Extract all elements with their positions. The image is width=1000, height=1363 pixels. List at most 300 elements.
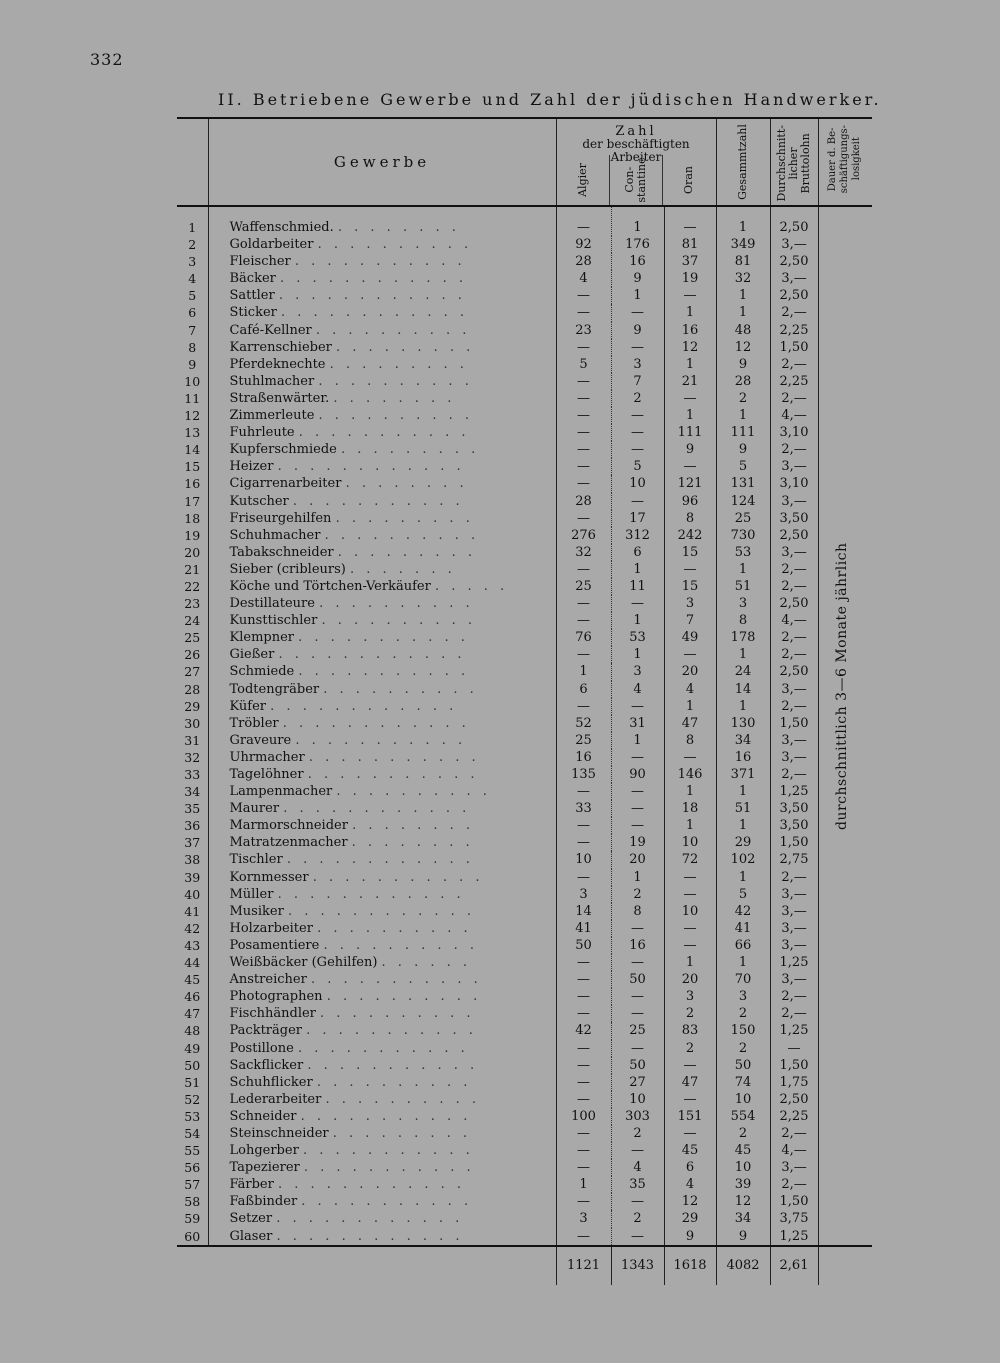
leader-dots: . . . . . . . . . . . <box>310 972 482 988</box>
count-total: 3 <box>716 595 770 612</box>
unemployment-duration <box>818 886 872 903</box>
row-number: 4 <box>177 270 208 287</box>
count-oran: 18 <box>664 800 716 817</box>
leader-dots: . . . . . . . . <box>345 476 468 492</box>
count-constantine: 5 <box>611 458 664 475</box>
trade-label: Tabakschneider <box>229 544 334 560</box>
count-algier: — <box>556 817 611 834</box>
row-number: 8 <box>177 339 208 356</box>
count-algier: 100 <box>556 1108 611 1125</box>
count-total: 24 <box>716 663 770 680</box>
leader-dots: . . . . . . . . . . . <box>307 1057 479 1073</box>
count-constantine: 1 <box>611 869 664 886</box>
leader-dots: . . . . . . . . . . . <box>297 1040 469 1056</box>
row-number: 2 <box>177 236 208 253</box>
gross-wage: 4,— <box>770 1142 818 1159</box>
leader-dots: . . . . . . . . . . . <box>307 767 479 782</box>
count-constantine: 90 <box>611 766 664 783</box>
leader-dots: . . . . . . . . . . . <box>298 425 470 441</box>
count-constantine: 312 <box>611 527 664 544</box>
leader-dots: . . . . . . . . . <box>337 544 477 560</box>
gross-wage: 2,75 <box>770 851 818 868</box>
count-total: 39 <box>716 1176 770 1193</box>
count-algier: — <box>556 1040 611 1057</box>
row-number: 25 <box>177 629 208 646</box>
count-algier: — <box>556 783 611 800</box>
count-oran: 8 <box>664 510 716 527</box>
count-total: 1 <box>716 954 770 971</box>
unemployment-duration <box>818 493 872 510</box>
unemployment-duration <box>818 510 872 527</box>
count-algier: 5 <box>556 356 611 373</box>
table-row <box>177 322 872 339</box>
count-algier: — <box>556 206 611 236</box>
count-oran: 1 <box>664 304 716 321</box>
header-constantine: Con- stantine <box>609 155 662 205</box>
trade-label: Photographen <box>229 989 323 1005</box>
trade-name <box>208 800 556 817</box>
table-row <box>177 1091 872 1108</box>
unemployment-duration <box>818 1159 872 1176</box>
count-constantine: 303 <box>611 1108 664 1125</box>
row-number: 42 <box>177 920 208 937</box>
trade-name <box>208 1074 556 1091</box>
trade-label: Holzarbeiter <box>229 920 313 936</box>
trade-label: Schneider <box>229 1108 297 1124</box>
count-constantine: 2 <box>611 1210 664 1227</box>
table-body <box>177 206 872 1246</box>
trade-name <box>208 783 556 800</box>
count-constantine: 20 <box>611 851 664 868</box>
count-oran: 20 <box>664 663 716 680</box>
count-total: 34 <box>716 732 770 749</box>
gross-wage: 2,— <box>770 561 818 578</box>
count-algier: — <box>556 475 611 492</box>
table-row <box>177 971 872 988</box>
leader-dots: . . . . . . . . <box>337 220 460 235</box>
count-algier: — <box>556 1193 611 1210</box>
count-algier: 1 <box>556 1176 611 1193</box>
row-number: 31 <box>177 732 208 749</box>
count-oran: 6 <box>664 1159 716 1176</box>
header-trade: Gewerbe <box>208 118 556 206</box>
trade-label: Musiker <box>229 903 284 919</box>
count-total: 371 <box>716 766 770 783</box>
gross-wage: 3,— <box>770 749 818 766</box>
count-constantine: 4 <box>611 681 664 698</box>
trade-name <box>208 1142 556 1159</box>
gross-wage: 3,50 <box>770 510 818 527</box>
count-oran: 111 <box>664 424 716 441</box>
trade-label: Gießer <box>229 647 275 663</box>
count-oran: — <box>664 458 716 475</box>
count-constantine: 16 <box>611 253 664 270</box>
trade-label: Kunsttischler <box>229 613 318 629</box>
trade-label: Setzer <box>229 1211 273 1227</box>
count-constantine: — <box>611 1040 664 1057</box>
unemployment-duration <box>818 339 872 356</box>
gross-wage: 2,— <box>770 869 818 886</box>
count-total: 102 <box>716 851 770 868</box>
table-row <box>177 493 872 510</box>
leader-dots: . . . . . . . . . . <box>321 613 476 629</box>
total-overall: 4082 <box>716 1246 770 1285</box>
table-row <box>177 920 872 937</box>
trade-name <box>208 834 556 851</box>
row-number: 39 <box>177 869 208 886</box>
leader-dots: . . . . . . . . . . . . <box>283 801 471 817</box>
unemployment-duration <box>818 1040 872 1057</box>
count-constantine: — <box>611 407 664 424</box>
trade-name <box>208 1159 556 1176</box>
trade-label: Sieber (cribleurs) <box>229 561 346 577</box>
count-oran: 9 <box>664 441 716 458</box>
count-total: 51 <box>716 800 770 817</box>
trade-label: Weißbäcker (Gehilfen) <box>229 955 378 971</box>
leader-dots: . . . . . . . . . . . <box>312 869 484 885</box>
count-algier: 32 <box>556 544 611 561</box>
leader-dots: . . . . . . . . . . . . <box>280 271 468 287</box>
count-algier: — <box>556 510 611 527</box>
unemployment-duration <box>818 1108 872 1125</box>
table-row <box>177 1125 872 1142</box>
row-number: 9 <box>177 356 208 373</box>
count-oran: 3 <box>664 988 716 1005</box>
row-number: 35 <box>177 800 208 817</box>
count-algier: — <box>556 869 611 886</box>
total-gross-wage: 2,61 <box>770 1246 818 1285</box>
gross-wage: 2,50 <box>770 253 818 270</box>
count-oran: — <box>664 206 716 236</box>
count-algier: — <box>556 595 611 612</box>
count-total: 10 <box>716 1091 770 1108</box>
totals-blank-trade <box>208 1246 556 1285</box>
count-constantine: — <box>611 954 664 971</box>
leader-dots: . . . . . . . . . <box>329 356 468 372</box>
row-number: 5 <box>177 287 208 304</box>
gross-wage: 2,— <box>770 988 818 1005</box>
table-row <box>177 663 872 680</box>
trade-name <box>208 903 556 920</box>
table-row <box>177 304 872 321</box>
trade-name <box>208 475 556 492</box>
table-row <box>177 458 872 475</box>
count-total: 42 <box>716 903 770 920</box>
trade-label: Maurer <box>229 801 280 817</box>
trade-label: Fleischer <box>229 254 291 270</box>
leader-dots: . . . . . . . . . . <box>326 989 482 1005</box>
count-oran: 10 <box>664 903 716 920</box>
count-constantine: 1 <box>611 612 664 629</box>
unemployment-duration <box>818 458 872 475</box>
count-constantine: 2 <box>611 1125 664 1142</box>
trade-label: Posamentiere <box>229 937 320 953</box>
count-algier: — <box>556 1125 611 1142</box>
count-oran: 47 <box>664 1074 716 1091</box>
row-number: 38 <box>177 851 208 868</box>
trade-name <box>208 390 556 407</box>
count-total: 1 <box>716 817 770 834</box>
count-oran: 15 <box>664 578 716 595</box>
table-row <box>177 800 872 817</box>
count-total: 41 <box>716 920 770 937</box>
count-oran: — <box>664 561 716 578</box>
trade-label: Schuhmacher <box>229 527 321 543</box>
gross-wage: 3,50 <box>770 800 818 817</box>
gross-wage: 2,— <box>770 766 818 783</box>
count-oran: 151 <box>664 1108 716 1125</box>
unemployment-duration <box>818 1125 872 1142</box>
count-oran: 1 <box>664 817 716 834</box>
count-total: 9 <box>716 1228 770 1246</box>
row-number: 11 <box>177 390 208 407</box>
count-constantine: — <box>611 339 664 356</box>
trade-name <box>208 1125 556 1142</box>
leader-dots: . . . . . . . . . <box>335 510 474 526</box>
table-row <box>177 715 872 732</box>
leader-dots: . . . . . . . <box>350 561 456 577</box>
count-oran: 8 <box>664 732 716 749</box>
count-algier: — <box>556 646 611 663</box>
unemployment-duration <box>818 1005 872 1022</box>
row-number: 22 <box>177 578 208 595</box>
table-row <box>177 390 872 407</box>
gross-wage: 3,— <box>770 270 818 287</box>
gross-wage: 3,— <box>770 920 818 937</box>
count-total: 131 <box>716 475 770 492</box>
table-row <box>177 869 872 886</box>
section-title: II. Betriebene Gewerbe und Zahl der jüdischen Handwerker. <box>218 90 882 109</box>
gross-wage: 3,— <box>770 937 818 954</box>
gross-wage: 1,25 <box>770 1228 818 1246</box>
count-algier: 3 <box>556 1210 611 1227</box>
unemployment-duration <box>818 304 872 321</box>
count-constantine: 7 <box>611 373 664 390</box>
gross-wage: 2,25 <box>770 322 818 339</box>
count-algier: — <box>556 1142 611 1159</box>
count-algier: — <box>556 698 611 715</box>
table-row <box>177 407 872 424</box>
leader-dots: . . . . . . . . . . <box>323 681 478 697</box>
table-row <box>177 937 872 954</box>
count-oran: 16 <box>664 322 716 339</box>
trade-label: Uhrmacher <box>229 749 305 765</box>
trade-label: Sticker <box>229 305 277 321</box>
gross-wage: 4,— <box>770 612 818 629</box>
unemployment-duration <box>818 373 872 390</box>
leader-dots: . . . . . . . . . . . <box>303 1160 475 1176</box>
count-constantine: 11 <box>611 578 664 595</box>
row-number: 30 <box>177 715 208 732</box>
leader-dots: . . . . . . . . <box>352 818 475 834</box>
row-number: 17 <box>177 493 208 510</box>
count-constantine: 1 <box>611 561 664 578</box>
table-row <box>177 1142 872 1159</box>
gross-wage: 3,— <box>770 971 818 988</box>
count-algier: 1 <box>556 663 611 680</box>
count-algier: 3 <box>556 886 611 903</box>
count-constantine: 10 <box>611 1091 664 1108</box>
count-total: 150 <box>716 1022 770 1039</box>
gross-wage: 3,— <box>770 544 818 561</box>
count-constantine: — <box>611 304 664 321</box>
leader-dots: . . . . . . . . . . . <box>300 1108 472 1124</box>
count-total: 66 <box>716 937 770 954</box>
trade-name <box>208 561 556 578</box>
leader-dots: . . . . . . . . . . <box>317 920 472 936</box>
count-algier: — <box>556 373 611 390</box>
gross-wage: 4,— <box>770 407 818 424</box>
trade-label: Straßenwärter. <box>229 390 330 406</box>
unemployment-duration <box>818 1074 872 1091</box>
trade-label: Cigarrenarbeiter <box>229 476 342 492</box>
trade-name <box>208 493 556 510</box>
count-constantine: 10 <box>611 475 664 492</box>
count-total: 554 <box>716 1108 770 1125</box>
header-algier: Algier <box>575 163 589 197</box>
trade-label: Stuhlmacher <box>229 373 315 389</box>
trade-name <box>208 971 556 988</box>
count-oran: 12 <box>664 339 716 356</box>
gross-wage: 3,— <box>770 886 818 903</box>
count-constantine: 6 <box>611 544 664 561</box>
row-number: 6 <box>177 304 208 321</box>
row-number: 51 <box>177 1074 208 1091</box>
count-algier: 41 <box>556 920 611 937</box>
trade-name <box>208 339 556 356</box>
count-constantine: — <box>611 783 664 800</box>
table-row <box>177 681 872 698</box>
trade-label: Schmiede <box>229 664 295 680</box>
table-row <box>177 373 872 390</box>
trade-label: Marmorschneider <box>229 818 348 834</box>
table-row <box>177 1176 872 1193</box>
trade-name <box>208 270 556 287</box>
gross-wage: 1,75 <box>770 1074 818 1091</box>
count-algier: — <box>556 1057 611 1074</box>
count-algier: 25 <box>556 732 611 749</box>
count-total: 28 <box>716 373 770 390</box>
table-row <box>177 578 872 595</box>
leader-dots: . . . . . . . . . . <box>336 784 491 800</box>
gross-wage: 2,50 <box>770 527 818 544</box>
trade-name <box>208 206 556 236</box>
trade-label: Fischhändler <box>229 1006 316 1022</box>
leader-dots: . . . . . . . . . . <box>318 408 474 424</box>
trade-name <box>208 373 556 390</box>
unemployment-duration <box>818 971 872 988</box>
trade-name <box>208 851 556 868</box>
count-constantine: — <box>611 1193 664 1210</box>
trade-label: Bäcker <box>229 271 276 287</box>
count-oran: 72 <box>664 851 716 868</box>
row-number: 23 <box>177 595 208 612</box>
gross-wage: 3,— <box>770 681 818 698</box>
table-footer <box>177 1246 872 1285</box>
count-total: 130 <box>716 715 770 732</box>
count-total: 111 <box>716 424 770 441</box>
header-oran: Oran <box>662 155 715 205</box>
trade-name <box>208 1210 556 1227</box>
row-number: 48 <box>177 1022 208 1039</box>
page-number: 332 <box>90 50 124 69</box>
row-number: 58 <box>177 1193 208 1210</box>
count-total: 29 <box>716 834 770 851</box>
gross-wage: 2,— <box>770 356 818 373</box>
count-total: 730 <box>716 527 770 544</box>
trade-label: Waffenschmied. <box>229 220 334 235</box>
row-number: 45 <box>177 971 208 988</box>
count-total: 45 <box>716 1142 770 1159</box>
unemployment-duration <box>818 903 872 920</box>
gross-wage: 2,— <box>770 578 818 595</box>
gross-wage: 2,— <box>770 629 818 646</box>
count-total: 1 <box>716 783 770 800</box>
leader-dots: . . . . . . . . . . <box>316 1074 472 1090</box>
count-algier: — <box>556 561 611 578</box>
trade-label: Sackflicker <box>229 1057 304 1073</box>
leader-dots: . . . . . . . . . . . <box>292 493 464 509</box>
trade-label: Kupferschmiede <box>229 442 337 458</box>
trade-label: Pferdeknechte <box>229 356 326 372</box>
count-constantine: — <box>611 424 664 441</box>
count-oran: 37 <box>664 253 716 270</box>
count-total: 2 <box>716 1125 770 1142</box>
trade-name <box>208 510 556 527</box>
table-row <box>177 356 872 373</box>
gross-wage: 2,— <box>770 698 818 715</box>
trade-name <box>208 715 556 732</box>
gross-wage: 3,75 <box>770 1210 818 1227</box>
total-oran: 1618 <box>664 1246 716 1285</box>
count-oran: 47 <box>664 715 716 732</box>
count-total: 81 <box>716 253 770 270</box>
count-algier: — <box>556 1159 611 1176</box>
leader-dots: . . . . . . . . . . <box>320 1006 475 1022</box>
gross-wage: 2,— <box>770 1176 818 1193</box>
count-oran: — <box>664 937 716 954</box>
row-number: 43 <box>177 937 208 954</box>
leader-dots: . . . . . . . . . . . . <box>281 305 469 321</box>
leader-dots: . . . . . . . . . . . <box>302 1143 474 1159</box>
count-oran: — <box>664 390 716 407</box>
table-row <box>177 1159 872 1176</box>
trade-name <box>208 441 556 458</box>
header-zahl-sub: der beschäftigten Arbeiter <box>582 137 690 164</box>
gross-wage: 3,— <box>770 493 818 510</box>
trade-label: Kornmesser <box>229 869 309 885</box>
count-constantine: 9 <box>611 322 664 339</box>
count-algier: 135 <box>556 766 611 783</box>
count-algier: — <box>556 1074 611 1091</box>
gross-wage: 3,10 <box>770 475 818 492</box>
table-row <box>177 903 872 920</box>
row-number: 34 <box>177 783 208 800</box>
trade-name <box>208 1057 556 1074</box>
trade-label: Friseurgehilfen <box>229 510 332 526</box>
count-total: 1 <box>716 206 770 236</box>
unemployment-duration <box>818 937 872 954</box>
count-oran: 146 <box>664 766 716 783</box>
trade-name <box>208 407 556 424</box>
row-number: 7 <box>177 322 208 339</box>
table-row <box>177 270 872 287</box>
count-constantine: — <box>611 988 664 1005</box>
row-number: 52 <box>177 1091 208 1108</box>
count-total: 51 <box>716 578 770 595</box>
count-total: 14 <box>716 681 770 698</box>
trade-name <box>208 1108 556 1125</box>
